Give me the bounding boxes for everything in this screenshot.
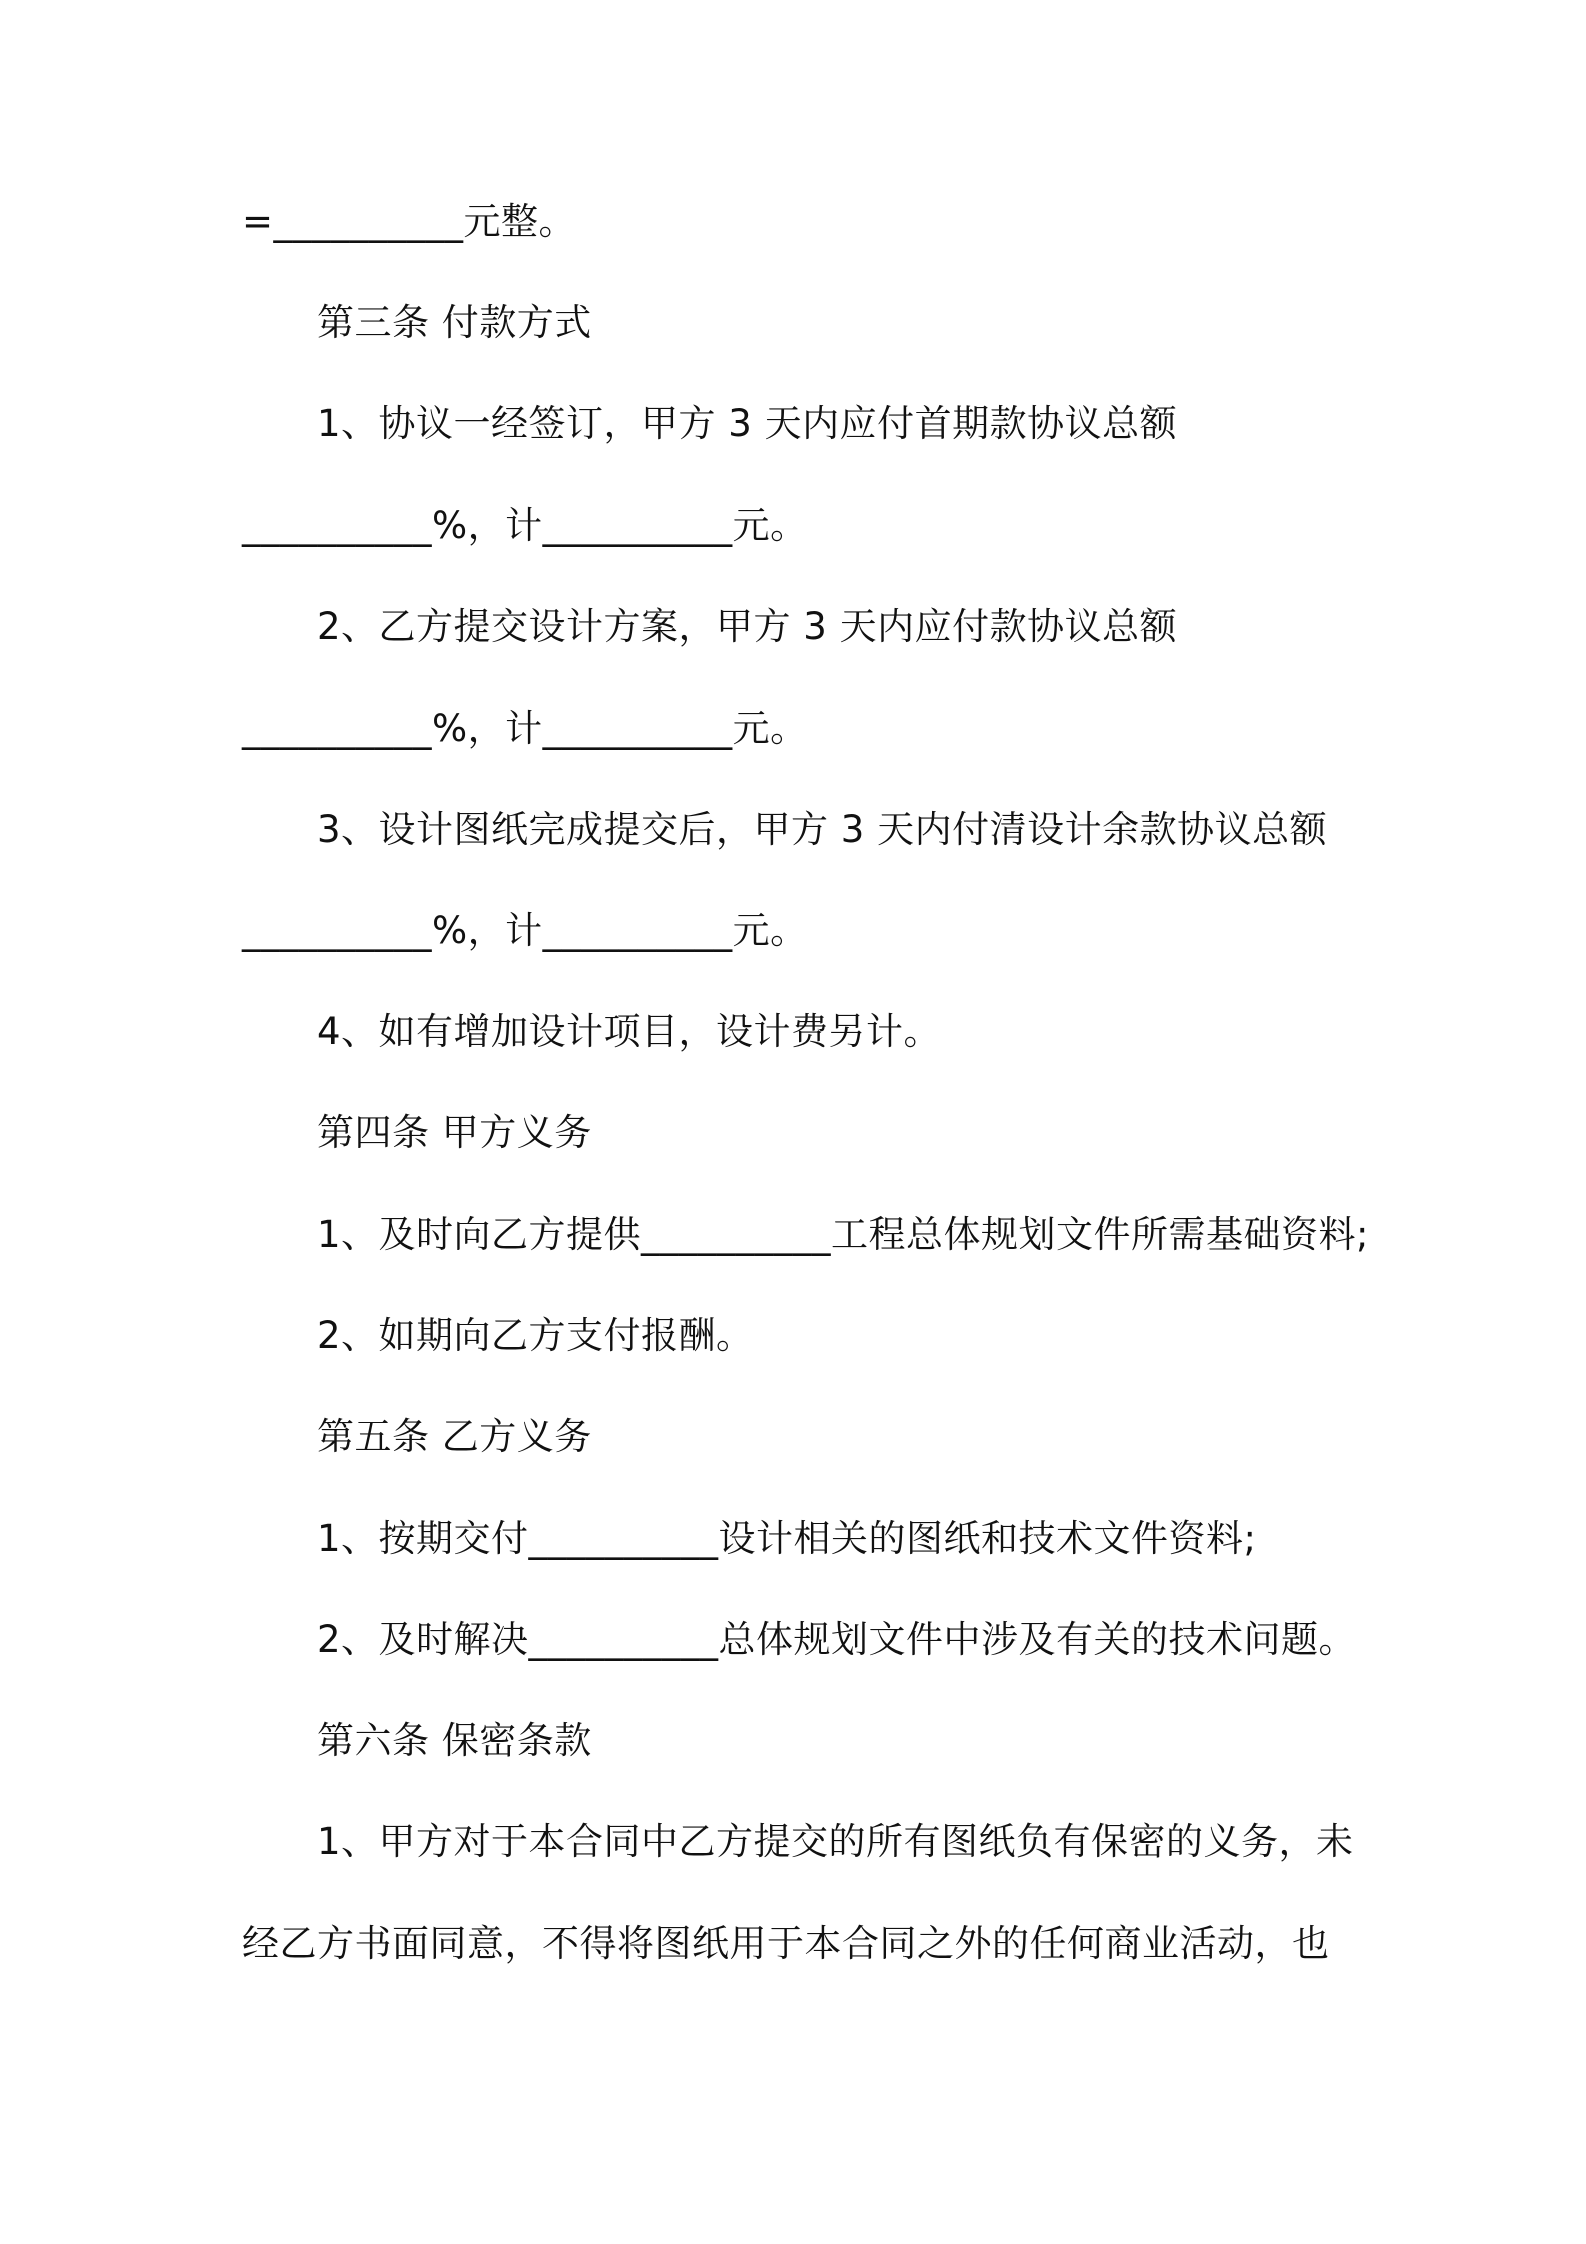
article-3-item-2-amount: __________%，计__________元。 — [242, 707, 808, 750]
article-3-item-2: 2、乙方提交设计方案，甲方 3 天内应付款协议总额 — [317, 605, 1178, 648]
article-5-item-1: 1、按期交付__________设计相关的图纸和技术文件资料; — [317, 1517, 1257, 1560]
article-5-heading: 第五条 乙方义务 — [317, 1415, 592, 1458]
article-6-item-1: 1、甲方对于本合同中乙方提交的所有图纸负有保密的义务，未 — [317, 1820, 1354, 1863]
article-6-heading: 第六条 保密条款 — [317, 1719, 592, 1762]
article-3-item-3: 3、设计图纸完成提交后，甲方 3 天内付清设计余款协议总额 — [317, 808, 1328, 851]
article-3-item-1-amount: __________%，计__________元。 — [242, 504, 808, 547]
article-3-item-3-amount: __________%，计__________元。 — [242, 909, 808, 952]
article-4-item-1: 1、及时向乙方提供__________工程总体规划文件所需基础资料; — [317, 1213, 1370, 1256]
article-3-heading: 第三条 付款方式 — [317, 301, 592, 344]
text-line-continuation-total: =__________元整。 — [242, 200, 577, 243]
article-6-item-1-continuation: 经乙方书面同意，不得将图纸用于本合同之外的任何商业活动，也 — [242, 1922, 1330, 1965]
article-3-item-1: 1、协议一经签订，甲方 3 天内应付首期款协议总额 — [317, 402, 1178, 445]
article-3-item-4: 4、如有增加设计项目，设计费另计。 — [317, 1010, 942, 1053]
article-4-item-2: 2、如期向乙方支付报酬。 — [317, 1314, 754, 1357]
article-5-item-2: 2、及时解决__________总体规划文件中涉及有关的技术问题。 — [317, 1618, 1357, 1661]
article-4-heading: 第四条 甲方义务 — [317, 1111, 592, 1154]
